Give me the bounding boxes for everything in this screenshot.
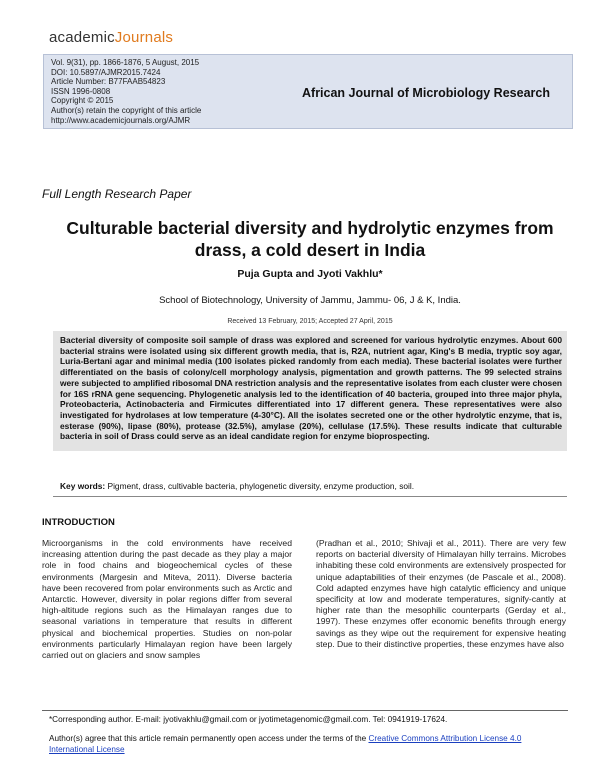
license-text: Author(s) agree that this article remain permanently open access under the terms of the: [49, 734, 369, 743]
author-affiliation: School of Biotechnology, University of Jammu, Jammu- 06, J & K, India.: [159, 295, 461, 306]
article-meta: [51, 58, 201, 125]
meta-issn: ISSN 1996-0808: [51, 86, 111, 96]
abstract-text: Bacterial diversity of composite soil sample of drass was explored and screened for various hydrolytic enzymes. About 600 bacterial strains were isolated using six different growth media, that is, R2A, nutrient agar, King's B media, tryptic soy agar, Luria-Bertani agar and minimal media (100 isolates picked randomly from each media). These bacterial isolates were further differentiated on the basis of colony/cell morphology analysis, pigmentation and growth patterns. The 99 selected strains were subjected to amplified ribosomal DNA restriction analysis and the representative isolates from each cluster were chosen for 16S rRNA gene sequencing. Phylogenetic analysis led to the identification of 40 bacteria, grouped into three major phyla, Proteobacteria, Actinobacteria and Firmicutes differentiated into 17 different genera. These representatives were also investigated for hydrolases at low temperature (4-30°C). All the isolates secreted one or the other hydrolytic enzyme, that is, esterase (90%), lipase (80%), protease (32.5%), amylase (20%), cellulase (17.5%). These results indicate that culturable bacteria in soil of Drass could serve as an ideal candidate region for enzyme bioprospecting.: [60, 335, 562, 442]
paper-title: Culturable bacterial diversity and hydrolytic enzymes from drass, a cold desert in India: [66, 218, 554, 260]
introduction-column-right: (Pradhan et al., 2010; Shivaji et al., 2011). There are very few reports on bacterial diversity of Himalayan hilly terrains. Microbes inhabiting these cold environments are extensively prospected for unique adaptabilities of their enzymes (de Pascale et al., 2008). Cold adapted enzymes have high catalytic efficiency and unique specificity at low and moderate temperatures, signify-cantly at higher rate than the mesophilic counterparts (Gerday et al., 1997). These enzymes offer economic benefits through energy savings as they wipe out the requirement for expensive heating step. Due to their distinctive properties, these enzymes have also: [316, 538, 566, 649]
corresponding-author-note: *Corresponding author. E-mail: jyotivakhlu@gmail.com or jyotimetagenomic@gmail.com. Tel: 0941919-17624.: [49, 715, 448, 724]
meta-article-number: Article Number: B77FAAB54823: [51, 77, 166, 87]
footnote-divider: [42, 710, 568, 711]
logo-part-academic: academic: [49, 29, 115, 46]
keywords-divider: [53, 496, 567, 497]
keywords-label: Key words:: [60, 481, 106, 491]
meta-url[interactable]: http://www.academicjournals.org/AJMR: [51, 115, 191, 125]
introduction-heading: INTRODUCTION: [42, 517, 115, 528]
introduction-column-left: Microorganisms in the cold environments have received increasing attention during the past decade as they play a major role in food chains and biogeochemical cycles of these environments (Margesin and Miteva, 2011). Diverse bacteria have been recovered from polar environments such as Arctic and Antarctic. However, diversity in polar regions differ from several high-altitude regions such as the Himalayan ranges due to seasonal variations in temperature that results in different physical and biochemical properties. Studies on non-polar environments particularly Himalayan region have been largely carried out on glaciers and snow samples: [42, 538, 292, 661]
keywords: [60, 481, 414, 491]
paper-authors: Puja Gupta and Jyoti Vakhlu*: [237, 268, 383, 280]
received-dates: Received 13 February, 2015; Accepted 27 April, 2015: [227, 318, 393, 325]
meta-doi: DOI: 10.5897/AJMR2015.7424: [51, 67, 161, 77]
keywords-text: Pigment, drass, cultivable bacteria, phylogenetic diversity, enzyme production, soil.: [105, 481, 415, 491]
meta-volume: Vol. 9(31), pp. 1866-1876, 5 August, 2015: [51, 58, 200, 67]
meta-copyright: Copyright © 2015: [51, 96, 114, 106]
license-link[interactable]: Creative Commons Attribution License 4.0 International License: [49, 734, 522, 754]
section-label: Full Length Research Paper: [42, 187, 192, 201]
publisher-logo: [49, 29, 173, 46]
meta-rights: Author(s) retain the copyright of this article: [51, 105, 202, 115]
journal-name: African Journal of Microbiology Research: [302, 86, 550, 100]
license-note: [49, 734, 567, 755]
logo-part-journals: Journals: [114, 29, 174, 46]
